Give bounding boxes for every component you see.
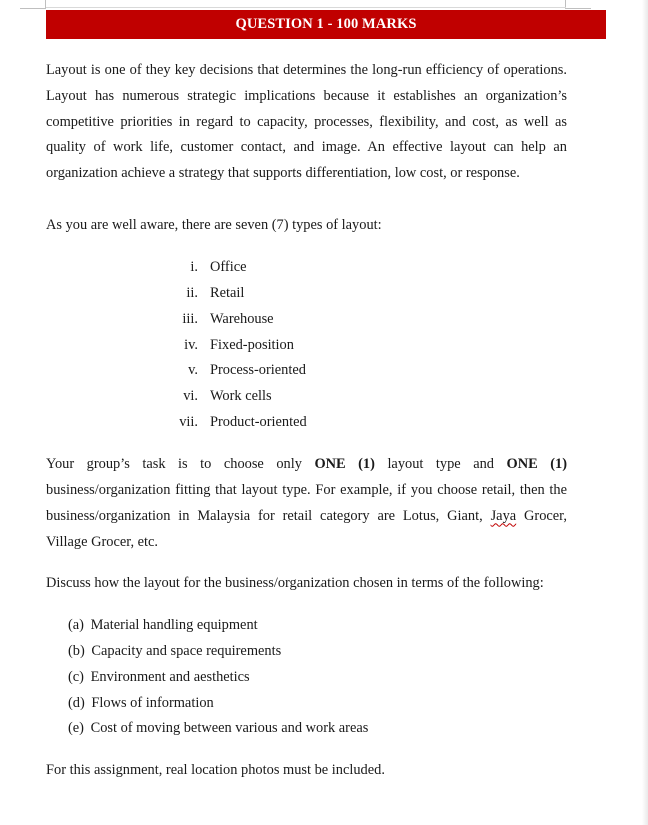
page-right-shadow bbox=[642, 0, 648, 825]
layout-types-list bbox=[46, 255, 567, 436]
list-item bbox=[46, 307, 567, 333]
task-bold-1: ONE (1) bbox=[314, 456, 375, 473]
task-text-3: business/organization fitting that layout type. For example, if you choose retail, then the business/organization in Malaysia for retail category are Lotus, Giant, bbox=[46, 481, 567, 524]
list-item-number: ii. bbox=[186, 284, 198, 301]
list-item-label: Flows of information bbox=[91, 694, 214, 711]
discuss-intro-paragraph: Discuss how the layout for the business/organization chosen in terms of the following: bbox=[46, 575, 544, 592]
list-item-letter: (d) bbox=[68, 694, 85, 711]
list-item-label: Capacity and space requirements bbox=[91, 642, 282, 659]
list-item-number: vii. bbox=[179, 414, 198, 431]
list-item bbox=[68, 639, 567, 665]
list-item-letter: (e) bbox=[68, 720, 84, 737]
list-item bbox=[46, 384, 567, 410]
list-item bbox=[68, 613, 567, 639]
list-item-label: Material handling equipment bbox=[90, 617, 258, 634]
task-text-4: Grocer, Village Grocer, etc. bbox=[46, 507, 567, 550]
list-item-label: Cost of moving between various and work areas bbox=[90, 720, 369, 737]
list-item bbox=[46, 333, 567, 359]
list-item-number: iv. bbox=[184, 336, 198, 353]
closing-paragraph: For this assignment, real location photos must be included. bbox=[46, 762, 385, 779]
types-intro-paragraph: As you are well aware, there are seven (7) types of layout: bbox=[46, 216, 382, 233]
list-item bbox=[46, 358, 567, 384]
page-corner-mark-left bbox=[20, 0, 46, 9]
page-corner-mark-right bbox=[565, 0, 591, 9]
list-item-label: Environment and aesthetics bbox=[90, 668, 250, 685]
list-item-number: vi. bbox=[183, 388, 198, 405]
list-item-number: i. bbox=[190, 258, 198, 275]
list-item bbox=[68, 665, 567, 691]
task-bold-2: ONE (1) bbox=[506, 456, 567, 473]
list-item-letter: (b) bbox=[68, 642, 85, 659]
list-item-letter: (a) bbox=[68, 617, 84, 634]
intro-paragraph: Layout is one of they key decisions that determines the long-run efficiency of operations. Layout has numerous strategic implications because it establishes an organization’s competitive priorities in regard to capacity, processes, flexibility, and cost, as well as quality of work life, customer contact, and image. An effective layout can help an organization achieve a strategy that supports differentiation, low cost, or response. bbox=[46, 62, 567, 182]
list-item bbox=[46, 410, 567, 436]
task-text-1: Your group’s task is to choose only bbox=[46, 456, 315, 473]
list-item-number: iii. bbox=[182, 310, 198, 327]
list-item bbox=[68, 716, 567, 742]
page-top-edge bbox=[46, 7, 566, 8]
list-item-number: v. bbox=[188, 362, 198, 379]
list-item-letter: (c) bbox=[68, 668, 84, 685]
list-item-label: Process-oriented bbox=[210, 362, 306, 379]
list-item-label: Retail bbox=[210, 284, 245, 301]
list-item-label: Warehouse bbox=[210, 310, 274, 327]
spellcheck-underline-word: Jaya bbox=[490, 507, 517, 524]
question-header: QUESTION 1 - 100 MARKS bbox=[46, 10, 606, 39]
list-item bbox=[46, 255, 567, 281]
criteria-list bbox=[46, 613, 567, 742]
task-paragraph bbox=[46, 452, 567, 555]
task-text-2: layout type and bbox=[374, 456, 507, 473]
list-item-label: Office bbox=[210, 258, 247, 275]
list-item-label: Work cells bbox=[210, 388, 272, 405]
list-item-label: Product-oriented bbox=[210, 414, 307, 431]
list-item-label: Fixed-position bbox=[210, 336, 294, 353]
list-item bbox=[46, 281, 567, 307]
document-body bbox=[46, 58, 567, 784]
list-item bbox=[68, 691, 567, 717]
